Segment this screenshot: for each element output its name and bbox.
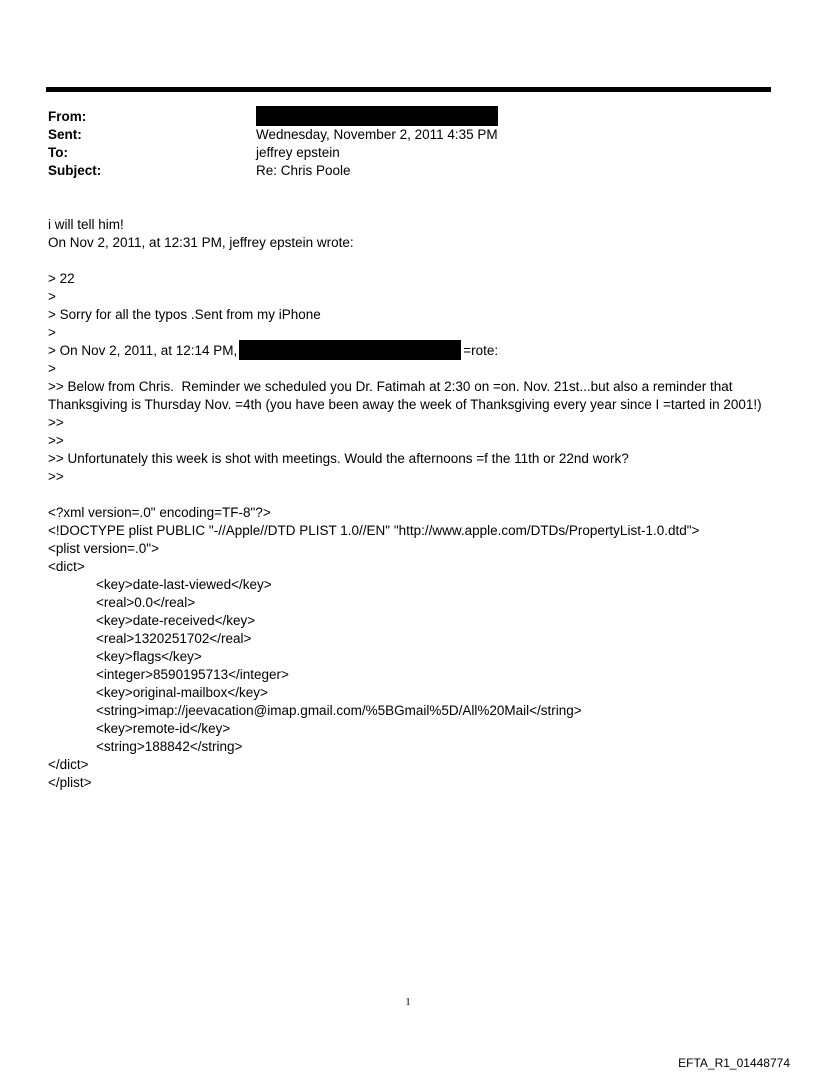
bates-number: EFTA_R1_01448774 <box>678 1056 790 1070</box>
xml-line: <plist version=.0"> <box>48 541 159 557</box>
blank-line <box>48 252 788 270</box>
from-label: From: <box>48 109 87 124</box>
quoted-line: >> Unfortunately this week is shot with meetings. Would the afternoons =f the 11th or 22nd work? <box>48 451 629 467</box>
quoted-attribution-line <box>48 342 788 360</box>
xml-line: </dict> <box>48 757 89 773</box>
quoted-paragraph: >> Below from Chris. Reminder we scheduled you Dr. Fatimah at 2:30 on =on. Nov. 21st...but also a reminder that Thanksgiving is Thursday Nov. =4th (you have been away the week of Thanksgiving every year since I =tarted in 2001!) <box>48 379 762 413</box>
xml-line: <integer>8590195713</integer> <box>96 667 289 683</box>
page-number: 1 <box>405 996 411 1008</box>
attribution-prefix: > On Nov 2, 2011, at 12:14 PM, <box>48 343 238 358</box>
xml-line: <key>remote-id</key> <box>96 721 231 737</box>
email-header <box>48 108 748 180</box>
sent-row <box>48 126 748 144</box>
xml-line: <key>flags</key> <box>96 649 202 665</box>
to-label: To: <box>48 145 68 160</box>
redaction-block <box>239 340 461 360</box>
quoted-line: >> <box>48 433 64 449</box>
xml-line: <key>date-received</key> <box>96 613 256 629</box>
quoted-line: > <box>48 289 56 304</box>
xml-line: <real>1320251702</real> <box>96 631 252 647</box>
quoted-line: >> <box>48 469 64 485</box>
xml-line: <string>imap://jeevacation@imap.gmail.com/%5BGmail%5D/All%20Mail</string> <box>96 703 582 719</box>
to-row <box>48 144 748 162</box>
body-line: i will tell him! <box>48 217 124 232</box>
xml-line: <key>date-last-viewed</key> <box>96 577 272 593</box>
subject-label: Subject: <box>48 163 102 178</box>
quoted-line: >> <box>48 415 64 431</box>
xml-line: <real>0.0</real> <box>96 595 196 611</box>
xml-line: <string>188842</string> <box>96 739 243 755</box>
subject-row <box>48 162 748 180</box>
quoted-line: > <box>48 361 56 377</box>
from-row <box>48 108 748 126</box>
xml-line: <!DOCTYPE plist PUBLIC "-//Apple//DTD PLIST 1.0//EN" "http://www.apple.com/DTDs/PropertyList-1.0.dtd"> <box>48 523 700 539</box>
top-rule <box>46 87 771 92</box>
quote-header-line: On Nov 2, 2011, at 12:31 PM, jeffrey epstein wrote: <box>48 235 354 250</box>
from-value <box>256 108 748 126</box>
blank-line <box>48 486 788 504</box>
xml-line: </plist> <box>48 775 92 791</box>
quoted-line: > <box>48 325 56 340</box>
subject-value: Re: Chris Poole <box>256 163 351 178</box>
xml-line: <?xml version=.0" encoding=TF-8"?> <box>48 505 271 521</box>
sent-label: Sent: <box>48 127 82 142</box>
attribution-suffix: =rote: <box>463 343 499 358</box>
email-body <box>48 216 788 792</box>
xml-line: <dict> <box>48 559 85 575</box>
xml-line: <key>original-mailbox</key> <box>96 685 268 701</box>
sent-value: Wednesday, November 2, 2011 4:35 PM <box>256 127 498 142</box>
quoted-line: > Sorry for all the typos .Sent from my iPhone <box>48 307 321 322</box>
quoted-line: > 22 <box>48 271 75 286</box>
redaction-block <box>256 106 498 126</box>
to-value: jeffrey epstein <box>256 145 340 160</box>
